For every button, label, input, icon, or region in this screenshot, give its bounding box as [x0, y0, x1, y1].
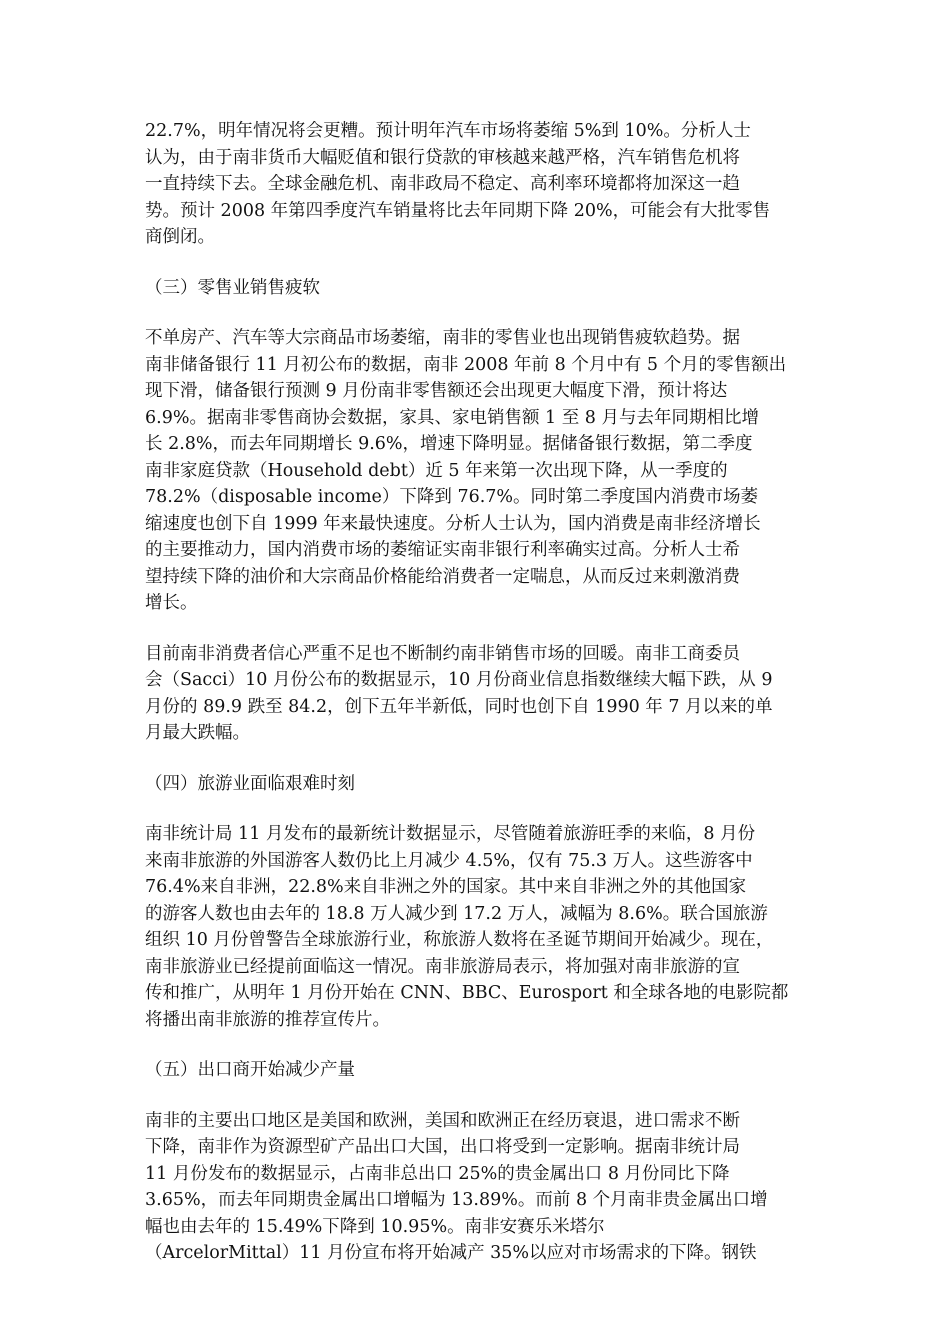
- section-heading-tourism: （四）旅游业面临艰难时刻: [145, 773, 355, 794]
- document-page: [145, 118, 805, 1291]
- paragraph-consumer-confidence: 目前南非消费者信心严重不足也不断制约南非销售市场的回暖。南非工商委员 会（Sacci）10 月份公布的数据显示，10 月份商业信息指数继续大幅下跌，从 9 月份的 89.9 跌至 84.2，创下五年半新低，同时也创下自 1990 年 7 月以来的单 月最大跌幅。: [145, 643, 773, 743]
- paragraph-auto-market: 22.7%，明年情况将会更糟。预计明年汽车市场将萎缩 5%到 10%。分析人士 认为，由于南非货币大幅贬值和银行贷款的审核越来越严格，汽车销售危机将 一直持续下去。全球金融危机、南非政局不稳定、高利率环境都将加深这一趋 势。预计 2008 年第四季度汽车销量将比去年同期下降 20%，可能会有大批零售 商倒闭。: [145, 121, 771, 247]
- section-heading-exports: （五）出口商开始减少产量: [145, 1060, 355, 1080]
- paragraph-exports: 南非的主要出口地区是美国和欧洲，美国和欧洲正在经历衰退，进口需求不断 下降，南非作为资源型矿产品出口大国，出口将受到一定影响。据南非统计局 11 月份发布的数据显示，占南非总出口 25%的贵金属出口 8 月份同比下降 3.65%，而去年同期贵金属出口增幅为 13.89%。而前 8 个月南非贵金属出口增 幅也由去年的 15.49%下降到 10.95%。南非安赛乐米塔尔 （ArcelorMittal）11 月份宣布将开始减产 35%以应对市场需求的下降。钢铁: [145, 1110, 768, 1263]
- section-heading-retail: （三）零售业销售疲软: [145, 277, 320, 298]
- paragraph-tourism: 南非统计局 11 月发布的最新统计数据显示，尽管随着旅游旺季的来临，8 月份 来南非旅游的外国游客人数仍比上月减少 4.5%，仅有 75.3 万人。这些游客中 76.4%来自非洲，22.8%来自非洲之外的国家。其中来自非洲之外的其他国家 的游客人数也由去年的 18.8 万人减少到 17.2 万人，减幅为 8.6%。联合国旅游 组织 10 月份曾警告全球旅游行业，称旅游人数将在圣诞节期间开始减少。现在， 南非旅游业已经提前面临这一情况。南非旅游局表示，将加强对南非旅游的宣 传和推广，从明年 1 月份开始在 CNN、BBC、Eurosport 和全球各地的电影院都 将播出南非旅游的推荐宣传片。: [145, 824, 789, 1030]
- paragraph-retail-sales: 不单房产、汽车等大宗商品市场萎缩，南非的零售业也出现销售疲软趋势。据 南非储备银行 11 月初公布的数据，南非 2008 年前 8 个月中有 5 个月的零售额出 现下滑，储备银行预测 9 月份南非零售额还会出现更大幅度下滑，预计将达 6.9%。据南非零售商协会数据，家具、家电销售额 1 至 8 月与去年同期相比增 长 2.8%，而去年同期增长 9.6%，增速下降明显。据储备银行数据，第二季度 南非家庭贷款（Household debt）近 5 年来第一次出现下降，从一季度的 78.2%（disposable income）下降到 76.7%。同时第二季度国内消费市场萎 缩速度也创下自 1999 年来最快速度。分析人士认为，国内消费是南非经济增长 的主要推动力，国内消费市场的萎缩证实南非银行利率确实过高。分析人士希 望持续下降的油价和大宗商品价格能给消费者一定喘息，从而反过来刺激消费 增长。: [145, 328, 787, 613]
